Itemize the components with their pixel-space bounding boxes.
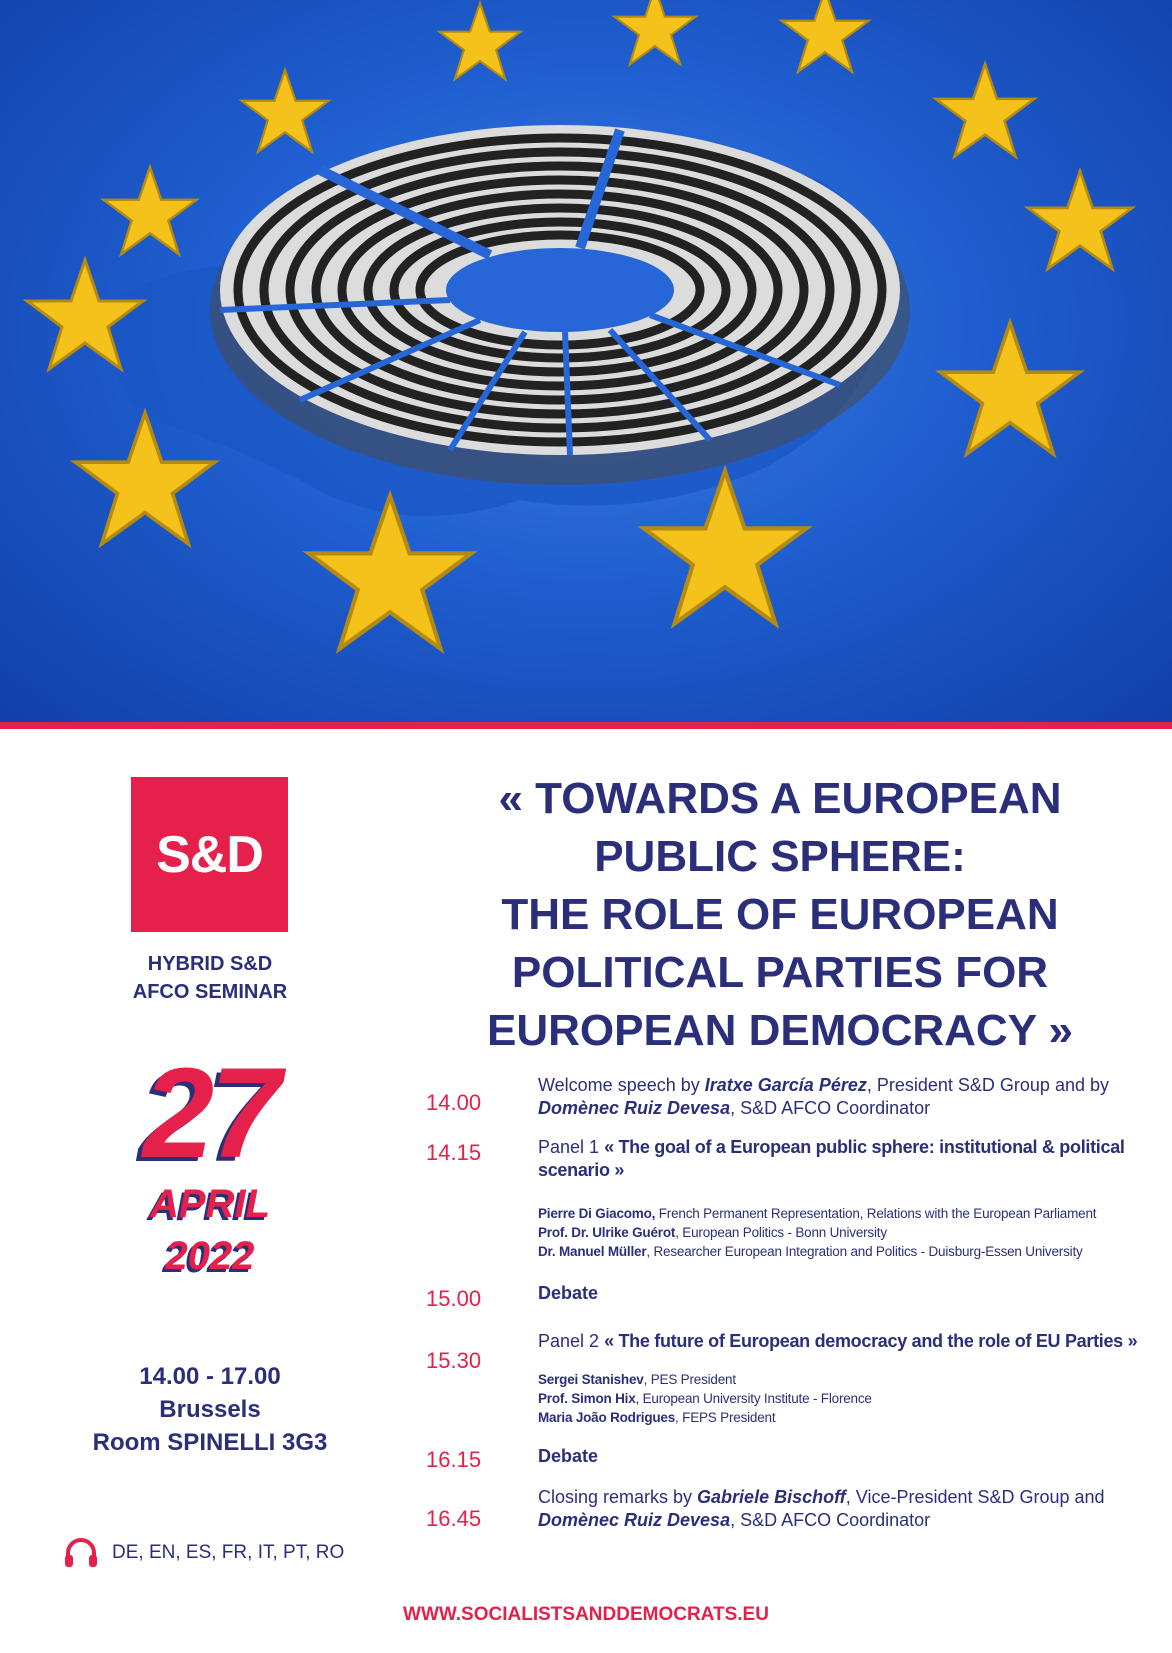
item-description — [538, 1074, 1138, 1120]
speaker-role: , PES President — [643, 1372, 736, 1387]
item-description — [538, 1330, 1138, 1353]
seminar-line-2: AFCO SEMINAR — [132, 981, 288, 1003]
desc-text: , Vice-President S&D Group and — [845, 1487, 1105, 1507]
panel-label: Panel 2 — [538, 1331, 605, 1351]
interpretation-languages — [64, 1538, 344, 1568]
speaker-name: Domènec Ruiz Devesa — [538, 1510, 731, 1530]
desc-text: , S&D AFCO Coordinator — [730, 1098, 931, 1118]
item-time: 16.45 — [426, 1506, 482, 1531]
panel-label: Panel 1 — [538, 1137, 605, 1157]
title-line-3: THE ROLE OF EUROPEAN — [501, 890, 1059, 939]
headphones-icon — [64, 1538, 98, 1568]
speaker-row — [538, 1242, 1138, 1261]
event-city: Brussels — [159, 1396, 261, 1423]
item-time: 14.00 — [426, 1090, 482, 1115]
item-time: 16.15 — [426, 1447, 482, 1472]
event-details — [50, 1360, 370, 1459]
speaker-name: Gabriele Bischoff — [697, 1487, 846, 1507]
sd-logo-text: S&D — [156, 825, 263, 884]
speaker-name: Dr. Manuel Müller — [538, 1244, 647, 1259]
speaker-name: Iratxe García Pérez — [704, 1075, 867, 1095]
hemicycle — [210, 125, 910, 485]
item-description — [538, 1136, 1138, 1182]
seminar-label — [80, 950, 340, 1006]
title-line-2: PUBLIC SPHERE: — [594, 832, 966, 881]
desc-text: Closing remarks by — [538, 1487, 698, 1507]
eu-parliament-illustration — [0, 0, 1172, 722]
panel-1-speakers — [538, 1204, 1138, 1261]
event-room: Room SPINELLI 3G3 — [92, 1429, 328, 1456]
item-time: 14.15 — [426, 1140, 482, 1165]
item-time: 15.30 — [426, 1348, 482, 1373]
speaker-role: , European Politics - Bonn University — [675, 1225, 887, 1240]
speaker-name: Sergei Stanishev — [538, 1372, 644, 1387]
speaker-role: , FEPS President — [675, 1410, 776, 1425]
website-link[interactable]: WWW.SOCIALISTSANDDEMOCRATS.EU — [403, 1604, 769, 1625]
date-month: APRIL — [150, 1182, 270, 1226]
seminar-title — [430, 770, 1130, 1060]
speaker-name: Domènec Ruiz Devesa — [538, 1098, 731, 1118]
panel-title: « The future of European democracy and the role of EU Parties » — [604, 1331, 1138, 1351]
languages-text: DE, EN, ES, FR, IT, PT, RO — [112, 1542, 345, 1563]
panel-2-speakers — [538, 1370, 1138, 1427]
speaker-name: Maria João Rodrigues — [538, 1410, 676, 1425]
hero-divider — [0, 722, 1172, 729]
item-description: Debate — [538, 1283, 599, 1303]
speaker-row — [538, 1204, 1138, 1223]
desc-text: , S&D AFCO Coordinator — [730, 1510, 931, 1530]
desc-text: , President S&D Group and by — [866, 1075, 1109, 1095]
title-line-1: « TOWARDS A EUROPEAN — [498, 774, 1062, 823]
item-time: 15.00 — [426, 1286, 482, 1311]
speaker-row — [538, 1223, 1138, 1242]
speaker-name: Pierre Di Giacomo, — [538, 1206, 656, 1221]
speaker-row — [538, 1370, 1138, 1389]
speaker-row — [538, 1408, 1138, 1427]
speaker-name: Prof. Dr. Ulrike Guérot — [538, 1225, 676, 1240]
speaker-role: , European University Institute - Florence — [635, 1391, 872, 1406]
item-description — [538, 1486, 1138, 1532]
speaker-role: French Permanent Representation, Relations with the European Parliament — [655, 1206, 1097, 1221]
item-description: Debate — [538, 1446, 599, 1466]
date-year: 2022 — [165, 1234, 255, 1278]
title-line-4: POLITICAL PARTIES FOR — [511, 948, 1049, 997]
speaker-row — [538, 1389, 1138, 1408]
hero-image — [0, 0, 1172, 722]
title-line-5: EUROPEAN DEMOCRACY » — [487, 1006, 1073, 1055]
event-time: 14.00 - 17.00 — [139, 1363, 281, 1390]
seminar-line-1: HYBRID S&D — [147, 953, 273, 975]
panel-title: « The goal of a European public sphere: institutional & political scenario » — [538, 1137, 1125, 1180]
sd-logo — [131, 777, 288, 932]
date-day: 27 — [142, 1042, 278, 1185]
speaker-name: Prof. Simon Hix — [538, 1391, 636, 1406]
speaker-role: , Researcher European Integration and Politics - Duisburg-Essen University — [646, 1244, 1083, 1259]
desc-text: Welcome speech by — [538, 1075, 705, 1095]
